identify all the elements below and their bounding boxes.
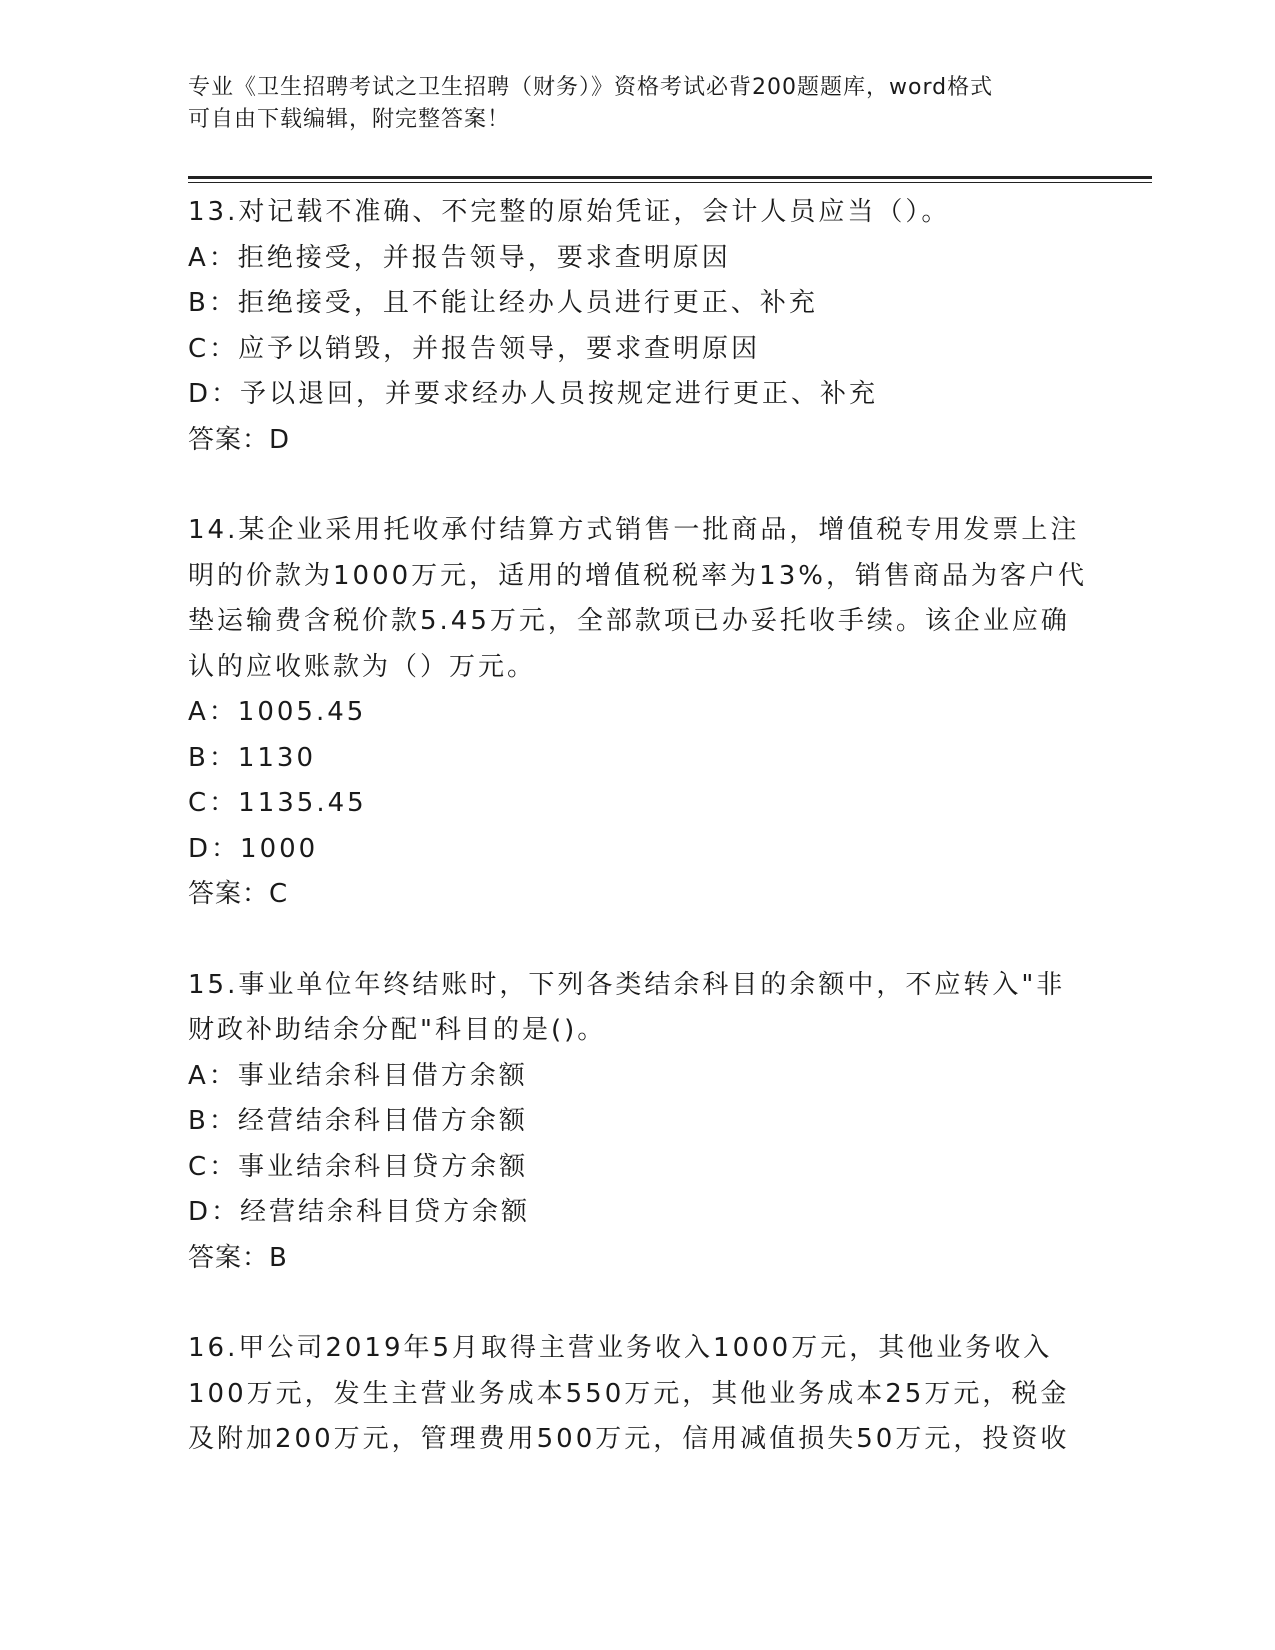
header-line-2: 可自由下载编辑，附完整答案！ bbox=[188, 107, 511, 132]
option-b: B：经营结余科目借方余额 bbox=[188, 1106, 528, 1136]
question-list bbox=[188, 190, 1088, 1463]
answer-line: 答案：D bbox=[188, 424, 291, 455]
header-divider-thin bbox=[188, 182, 1152, 183]
option-b: B：拒绝接受，且不能让经办人员进行更正、补充 bbox=[188, 288, 818, 318]
header-divider-thick bbox=[188, 176, 1152, 179]
question-stem: 15.事业单位年终结账时，下列各类结余科目的余额中，不应转入"非财政补助结余分配"科目的是()。 bbox=[188, 969, 1066, 1045]
option-a: A：拒绝接受，并报告领导，要求查明原因 bbox=[188, 242, 731, 273]
question-15 bbox=[188, 963, 1088, 1282]
header-line-1: 专业《卫生招聘考试之卫生招聘（财务）》资格考试必背200题题库，word格式 bbox=[188, 75, 994, 100]
question-stem: 16.甲公司2019年5月取得主营业务收入1000万元，其他业务收入100万元，发生主营业务成本550万元，其他业务成本25万元，税金及附加200万元，管理费用500万元，信用减值损失50万元，投资收 bbox=[188, 1333, 1070, 1454]
question-14 bbox=[188, 508, 1088, 918]
question-16 bbox=[188, 1326, 1088, 1463]
option-d: D：予以退回，并要求经办人员按规定进行更正、补充 bbox=[188, 379, 879, 409]
question-stem: 13.对记载不准确、不完整的原始凭证，会计人员应当（）。 bbox=[188, 197, 951, 227]
document-header bbox=[188, 72, 1068, 136]
option-d: D：经营结余科目贷方余额 bbox=[188, 1197, 531, 1227]
option-c: C：事业结余科目贷方余额 bbox=[188, 1151, 529, 1182]
option-c: C：1135.45 bbox=[188, 788, 367, 818]
option-d: D：1000 bbox=[188, 833, 319, 864]
answer-line: 答案：B bbox=[188, 1242, 288, 1273]
option-a: A：1005.45 bbox=[188, 697, 367, 727]
answer-line: 答案：C bbox=[188, 879, 289, 909]
option-c: C：应予以销毁，并报告领导，要求查明原因 bbox=[188, 333, 761, 364]
question-13 bbox=[188, 190, 1088, 463]
question-stem: 14.某企业采用托收承付结算方式销售一批商品，增值税专用发票上注明的价款为1000万元，适用的增值税税率为13%，销售商品为客户代垫运输费含税价款5.45万元，全部款项已办妥托收手续。该企业应确认的应收账款为（）万元。 bbox=[188, 515, 1087, 682]
option-b: B：1130 bbox=[188, 742, 317, 773]
option-a: A：事业结余科目借方余额 bbox=[188, 1060, 528, 1091]
